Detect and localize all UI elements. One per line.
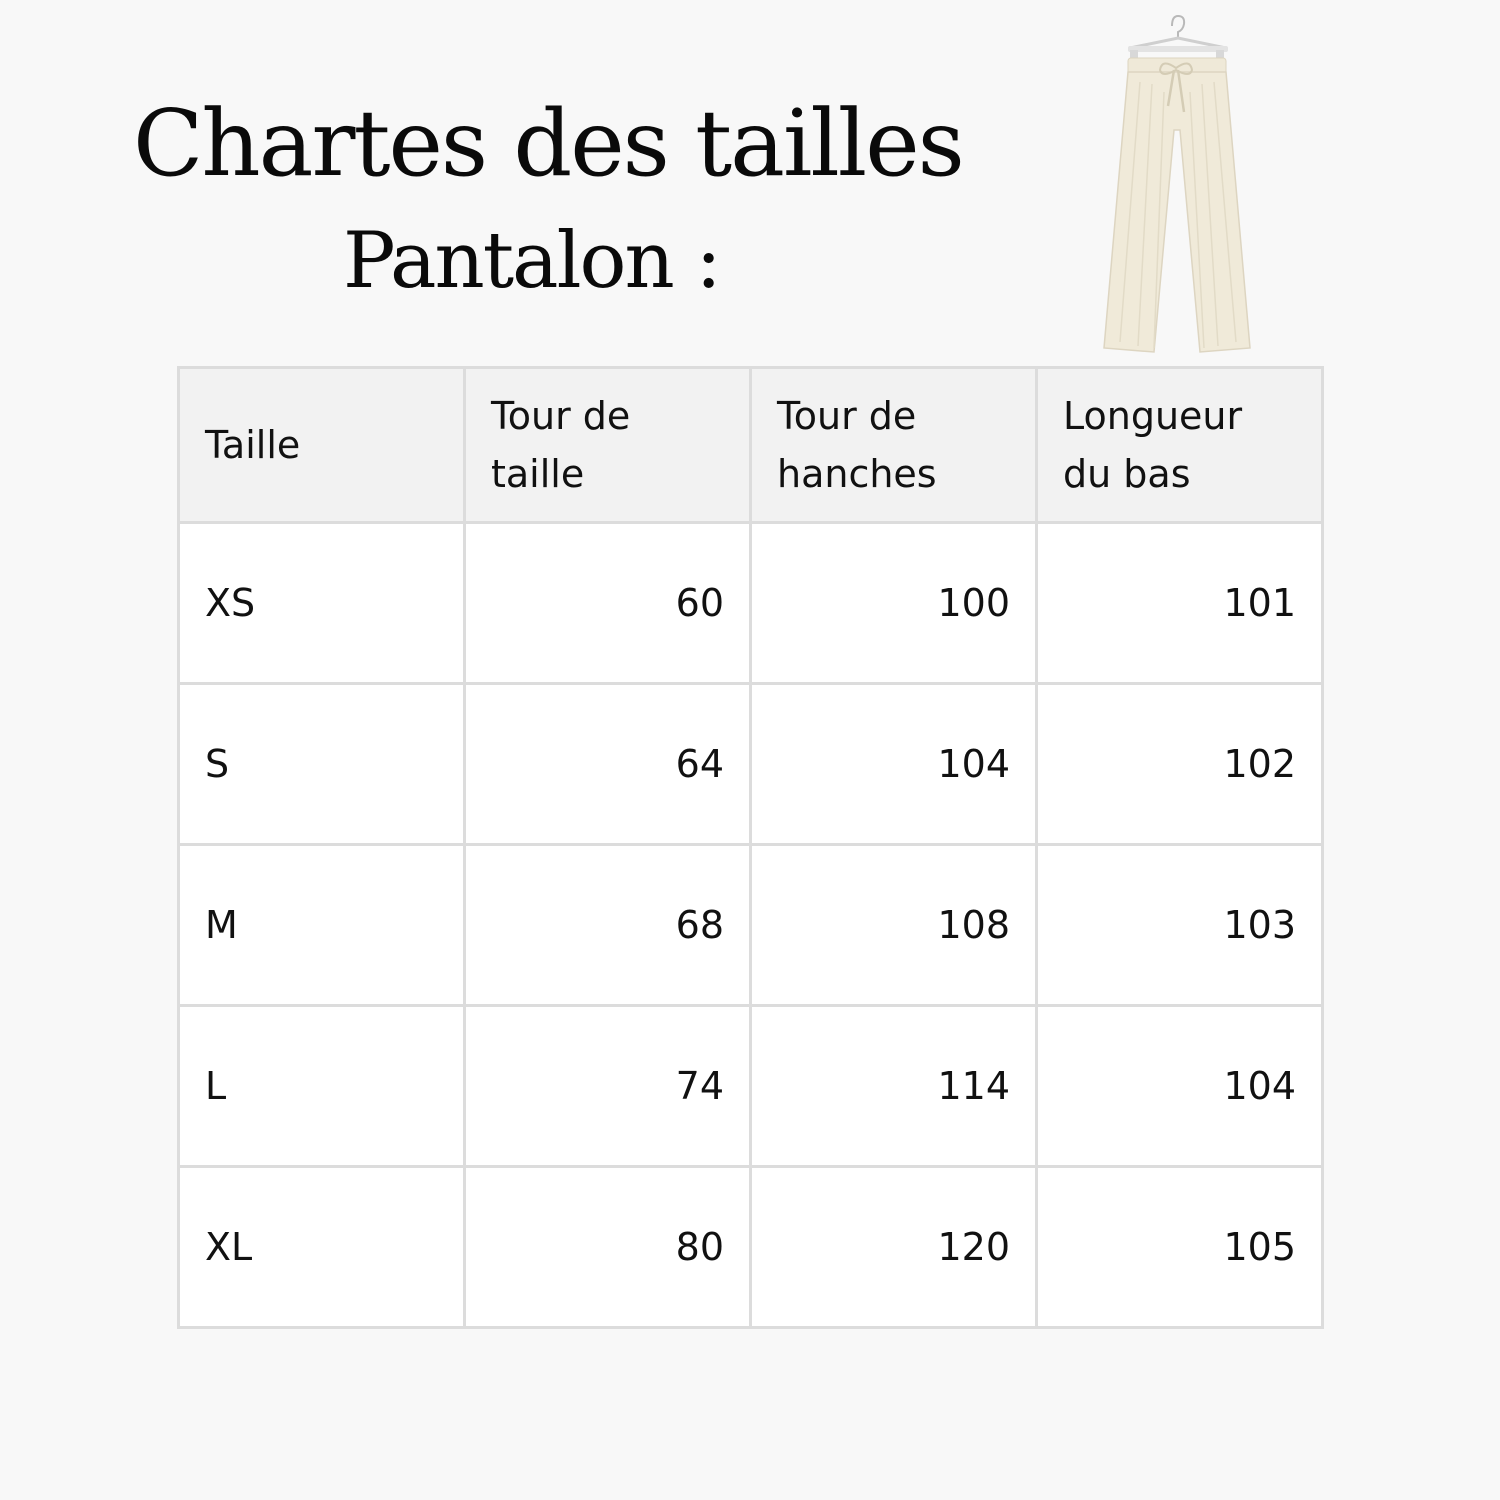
column-header-taille: Taille	[179, 368, 465, 523]
column-header-tour-de-hanches: Tour de hanches	[751, 368, 1037, 523]
waist-cell: 64	[465, 684, 751, 845]
waist-cell: 68	[465, 845, 751, 1006]
size-cell: L	[179, 1006, 465, 1167]
length-cell: 103	[1037, 845, 1323, 1006]
length-cell: 104	[1037, 1006, 1323, 1167]
length-cell: 101	[1037, 523, 1323, 684]
hips-cell: 114	[751, 1006, 1037, 1167]
page-title: Chartes des tailles	[133, 90, 963, 197]
size-cell: XL	[179, 1167, 465, 1328]
length-cell: 105	[1037, 1167, 1323, 1328]
length-cell: 102	[1037, 684, 1323, 845]
size-cell: XS	[179, 523, 465, 684]
product-image	[1088, 12, 1268, 357]
column-header-longueur-du-bas: Longueur du bas	[1037, 368, 1323, 523]
table-row	[179, 1006, 1323, 1167]
size-cell: M	[179, 845, 465, 1006]
waist-cell: 80	[465, 1167, 751, 1328]
page-subtitle: Pantalon :	[343, 216, 720, 306]
table-row	[179, 523, 1323, 684]
column-header-tour-de-taille: Tour de taille	[465, 368, 751, 523]
hips-cell: 104	[751, 684, 1037, 845]
hips-cell: 100	[751, 523, 1037, 684]
waist-cell: 74	[465, 1006, 751, 1167]
hips-cell: 108	[751, 845, 1037, 1006]
waist-cell: 60	[465, 523, 751, 684]
hips-cell: 120	[751, 1167, 1037, 1328]
wide-leg-pants-on-hanger-icon	[1088, 12, 1268, 357]
table-header-row	[179, 368, 1323, 523]
table-row	[179, 845, 1323, 1006]
size-chart-table	[177, 366, 1324, 1329]
size-cell: S	[179, 684, 465, 845]
table-row	[179, 684, 1323, 845]
table-row	[179, 1167, 1323, 1328]
